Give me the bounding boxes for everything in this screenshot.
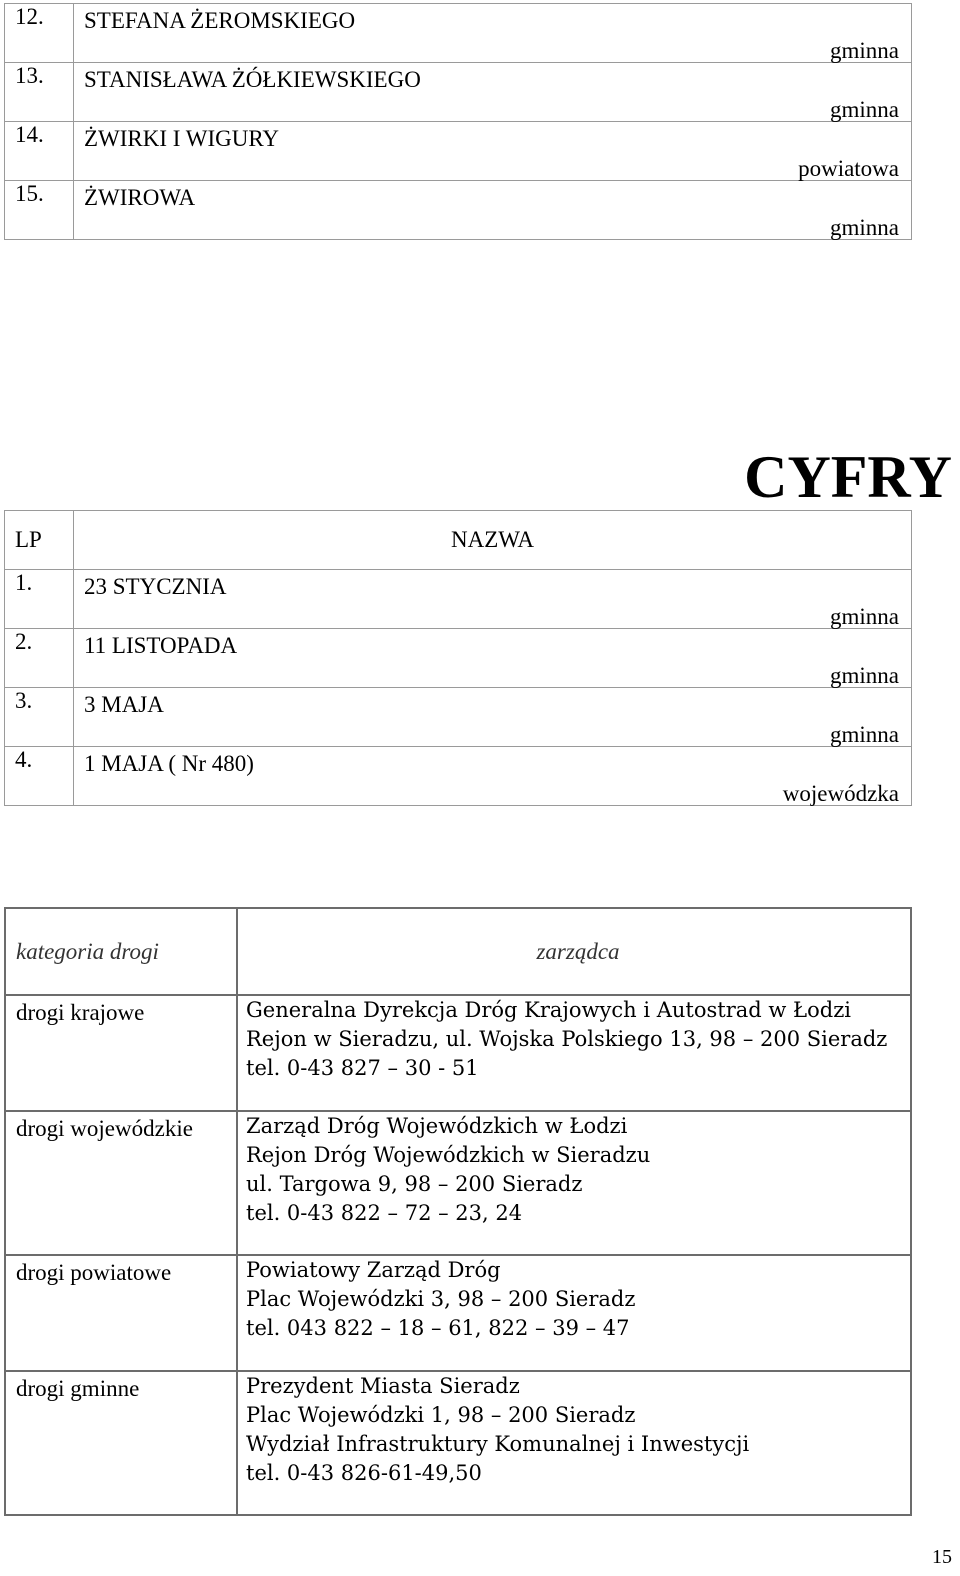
road-category: wojewódzka	[782, 781, 899, 806]
row-number: 13.	[5, 63, 74, 122]
header-lp: LP	[5, 511, 74, 570]
section-title: CYFRY	[744, 444, 952, 510]
street-name-cell	[74, 747, 912, 806]
manager-line: Generalna Dyrekcja Dróg Krajowych i Autostrad w Łodzi	[246, 998, 851, 1022]
manager-line: Wydział Infrastruktury Komunalnej i Inwestycji	[246, 1432, 750, 1456]
road-category: gminna	[830, 97, 899, 122]
page-number: 15	[932, 1546, 952, 1568]
row-number: 12.	[5, 4, 74, 63]
manager-line: Prezydent Miasta Sieradz	[246, 1374, 520, 1398]
street-name-cell	[74, 181, 912, 240]
manager-line: Plac Wojewódzki 1, 98 – 200 Sieradz	[246, 1403, 636, 1427]
manager-line: Rejon w Sieradzu, ul. Wojska Polskiego 13, 98 – 200 Sieradz	[246, 1027, 888, 1051]
manager-line: tel. 0-43 822 – 72 – 23, 24	[246, 1201, 523, 1225]
road-category-cell	[5, 1111, 237, 1255]
road-category: gminna	[830, 604, 899, 629]
manager-cell	[237, 1255, 911, 1371]
road-category: gminna	[830, 663, 899, 688]
table-header-row	[5, 511, 912, 570]
manager-line: Rejon Dróg Wojewódzkich w Sieradzu	[246, 1143, 651, 1167]
table-row	[5, 1255, 911, 1371]
table-row	[5, 181, 912, 240]
table-row	[5, 995, 911, 1111]
street-name: 1 MAJA ( Nr 480)	[84, 751, 254, 776]
road-managers-table	[4, 907, 912, 1516]
manager-line: tel. 0-43 827 – 30 - 51	[246, 1056, 479, 1080]
header-name: NAZWA	[74, 511, 912, 570]
row-number: 1.	[5, 570, 74, 629]
manager-line: tel. 0-43 826-61-49,50	[246, 1461, 482, 1485]
street-name-cell	[74, 688, 912, 747]
table-row	[5, 122, 912, 181]
street-name-cell	[74, 4, 912, 63]
streets-table-continued	[4, 3, 912, 240]
road-category: drogi gminne	[16, 1376, 140, 1401]
manager-cell	[237, 1111, 911, 1255]
table-row	[5, 629, 912, 688]
table-row	[5, 1371, 911, 1515]
street-name: 11 LISTOPADA	[84, 633, 238, 658]
table-row	[5, 570, 912, 629]
manager-line: ul. Targowa 9, 98 – 200 Sieradz	[246, 1172, 583, 1196]
manager-line: Zarząd Dróg Wojewódzkich w Łodzi	[246, 1114, 628, 1138]
manager-line: tel. 043 822 – 18 – 61, 822 – 39 – 47	[246, 1316, 630, 1340]
table-row	[5, 4, 912, 63]
table-row	[5, 63, 912, 122]
road-category: gminna	[830, 722, 899, 747]
manager-cell	[237, 995, 911, 1111]
header-road-category: kategoria drogi	[5, 908, 237, 995]
street-name: 3 MAJA	[84, 692, 164, 717]
road-category: drogi powiatowe	[16, 1260, 172, 1285]
table-header-row	[5, 908, 911, 995]
manager-cell	[237, 1371, 911, 1515]
road-category: gminna	[830, 38, 899, 63]
header-manager: zarządca	[237, 908, 911, 995]
road-category-cell	[5, 995, 237, 1111]
street-name: ŻWIRKI I WIGURY	[84, 126, 280, 151]
street-name-cell	[74, 570, 912, 629]
street-name: 23 STYCZNIA	[84, 574, 227, 599]
table-row	[5, 1111, 911, 1255]
road-category: drogi krajowe	[16, 1000, 145, 1025]
manager-line: Powiatowy Zarząd Dróg	[246, 1258, 501, 1282]
row-number: 14.	[5, 122, 74, 181]
manager-line: Plac Wojewódzki 3, 98 – 200 Sieradz	[246, 1287, 636, 1311]
road-category-cell	[5, 1255, 237, 1371]
streets-table-digits	[4, 510, 912, 806]
road-category: powiatowa	[798, 156, 899, 181]
row-number: 4.	[5, 747, 74, 806]
street-name-cell	[74, 629, 912, 688]
table-row	[5, 747, 912, 806]
road-category: drogi wojewódzkie	[16, 1116, 193, 1141]
road-category: gminna	[830, 215, 899, 240]
street-name: ŻWIROWA	[84, 185, 196, 210]
street-name-cell	[74, 63, 912, 122]
street-name: STANISŁAWA ŻÓŁKIEWSKIEGO	[84, 67, 421, 92]
street-name: STEFANA ŻEROMSKIEGO	[84, 8, 356, 33]
table-row	[5, 688, 912, 747]
row-number: 15.	[5, 181, 74, 240]
street-name-cell	[74, 122, 912, 181]
row-number: 3.	[5, 688, 74, 747]
row-number: 2.	[5, 629, 74, 688]
road-category-cell	[5, 1371, 237, 1515]
